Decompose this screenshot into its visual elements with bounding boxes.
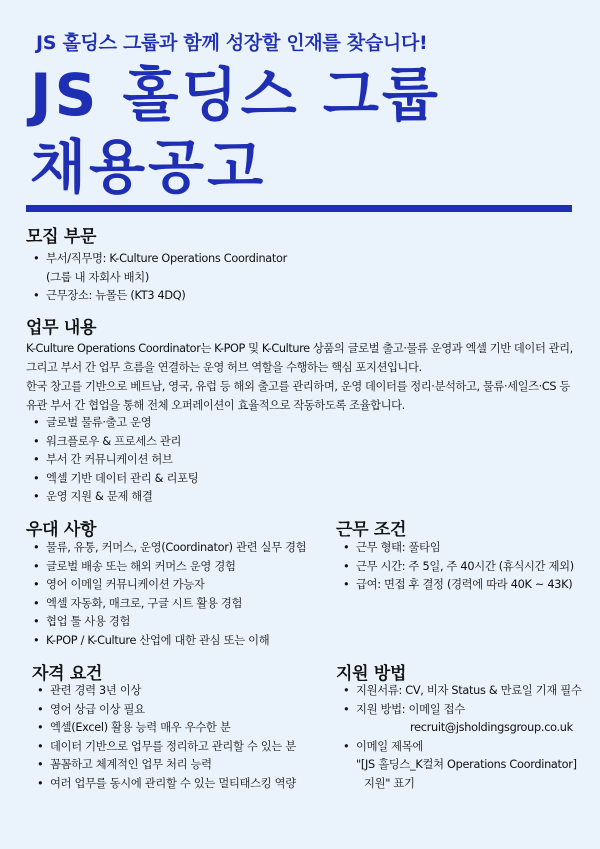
list-item (340, 558, 574, 577)
list-item (30, 558, 306, 577)
condition-item: 근무 시간: 주 5일, 주 40시간 (휴식시간 제외) (356, 559, 574, 573)
qualification-item: 엑셀(Excel) 활용 능력 매우 우수한 분 (50, 721, 231, 734)
conditions-list (340, 539, 574, 595)
list-item (340, 738, 582, 794)
apply-docs: 지원서류: CV, 비자 Status & 만료일 기재 필수 (356, 684, 582, 697)
duty-item: 글로벌 물류·출고 운영 (46, 416, 152, 429)
recruit-dept: 부서/직무명: K-Culture Operations Coordinator (46, 252, 288, 265)
list-item (340, 576, 574, 595)
list-item (34, 738, 296, 757)
duties-description (26, 339, 576, 415)
list-item (30, 613, 306, 632)
recruit-location: 근무장소: 뉴몰든 (KT3 4DQ) (46, 289, 186, 302)
list-item (34, 719, 296, 738)
duty-item: 운영 지원 & 문제 해결 (46, 490, 153, 503)
recruit-heading: 모집 부문 (26, 227, 97, 247)
list-item (30, 576, 306, 595)
list-item (30, 632, 306, 651)
list-item (30, 287, 287, 306)
list-item (30, 250, 287, 287)
list-item (30, 488, 198, 507)
recruit-list (30, 250, 287, 306)
apply-email: recruit@jsholdingsgroup.co.uk (410, 721, 573, 734)
condition-item: 급여: 면접 후 결정 (경력에 따라 40K ~ 43K) (356, 578, 573, 591)
list-item (30, 433, 198, 452)
duties-paragraph-1: K-Culture Operations Coordinator는 K-POP 및 K-Culture 상품의 글로벌 출고·물류 운영과 엑셀 기반 데이터 관리, 그리고 부서 간 업무 흐름을 연결하는 운영 허브 역할을 수행하는 핵심 포지션입니다. (26, 342, 573, 374)
list-item (30, 539, 306, 558)
list-item (30, 414, 198, 433)
qualifications-heading: 자격 요건 (32, 664, 103, 684)
list-item (30, 595, 306, 614)
duties-heading: 업무 내용 (26, 318, 97, 338)
list-item (34, 775, 296, 794)
list-item (34, 756, 296, 775)
list-item (34, 701, 296, 720)
list-item (340, 539, 574, 558)
preferred-list (30, 539, 306, 650)
duties-paragraph-2: 한국 창고를 기반으로 베트남, 영국, 유럽 등 해외 출고를 관리하며, 운영 데이터를 정리·분석하고, 물류·세일즈·CS 등 유관 부서 간 협업을 통해 전체 오퍼레이션이 효율적으로 작동하도록 조율합니다. (26, 380, 570, 412)
preferred-item: 글로벌 배송 또는 해외 커머스 운영 경험 (46, 559, 236, 573)
apply-list (340, 682, 582, 793)
duty-item: 워크플로우 & 프로세스 관리 (46, 434, 182, 448)
list-item (340, 682, 582, 701)
preferred-item: 영어 이메일 커뮤니케이션 가능자 (46, 578, 205, 591)
preferred-item: 물류, 유통, 커머스, 운영(Coordinator) 관련 실무 경험 (46, 541, 307, 554)
page-title-line2: 채용공고 (30, 133, 267, 201)
qualification-item: 꼼꼼하고 체계적인 업무 처리 능력 (50, 758, 212, 771)
conditions-heading: 근무 조건 (336, 520, 407, 540)
apply-subject-label: 이메일 제목에 (356, 739, 423, 753)
apply-subject-tail: 지원" 표기 (364, 776, 415, 790)
qualification-item: 여러 업무를 동시에 관리할 수 있는 멀티태스킹 역량 (50, 776, 296, 790)
apply-subject-value: "[JS 홀딩스_K컬쳐 Operations Coordinator] (356, 758, 577, 771)
preferred-item: 협업 툴 사용 경험 (46, 615, 131, 628)
title-divider (26, 205, 572, 212)
apply-method: 지원 방법: 이메일 접수 (356, 702, 465, 716)
tagline: JS 홀딩스 그룹과 함께 성장할 인재를 찾습니다! (36, 32, 428, 54)
preferred-item: 엑셀 자동화, 매크로, 구글 시트 활용 경험 (46, 596, 243, 610)
list-item (34, 682, 296, 701)
list-item (340, 701, 582, 738)
preferred-heading: 우대 사항 (26, 520, 97, 540)
recruit-dept-note: (그룹 내 자회사 배치) (46, 270, 149, 284)
qualification-item: 관련 경력 3년 이상 (50, 684, 142, 697)
list-item (30, 451, 198, 470)
preferred-item: K-POP / K-Culture 산업에 대한 관심 또는 이해 (46, 633, 270, 647)
duty-item: 부서 간 커뮤니케이션 허브 (46, 453, 173, 466)
qualification-item: 영어 상급 이상 필요 (50, 702, 145, 716)
condition-item: 근무 형태: 풀타임 (356, 541, 441, 554)
page-title-line1: JS 홀딩스 그룹 (30, 61, 441, 129)
apply-heading: 지원 방법 (336, 664, 407, 684)
qualification-item: 데이터 기반으로 업무를 정리하고 관리할 수 있는 분 (50, 739, 296, 753)
duty-item: 엑셀 기반 데이터 관리 & 리포팅 (46, 471, 199, 485)
list-item (30, 470, 198, 489)
qualifications-list (34, 682, 296, 793)
duties-list (30, 414, 198, 507)
